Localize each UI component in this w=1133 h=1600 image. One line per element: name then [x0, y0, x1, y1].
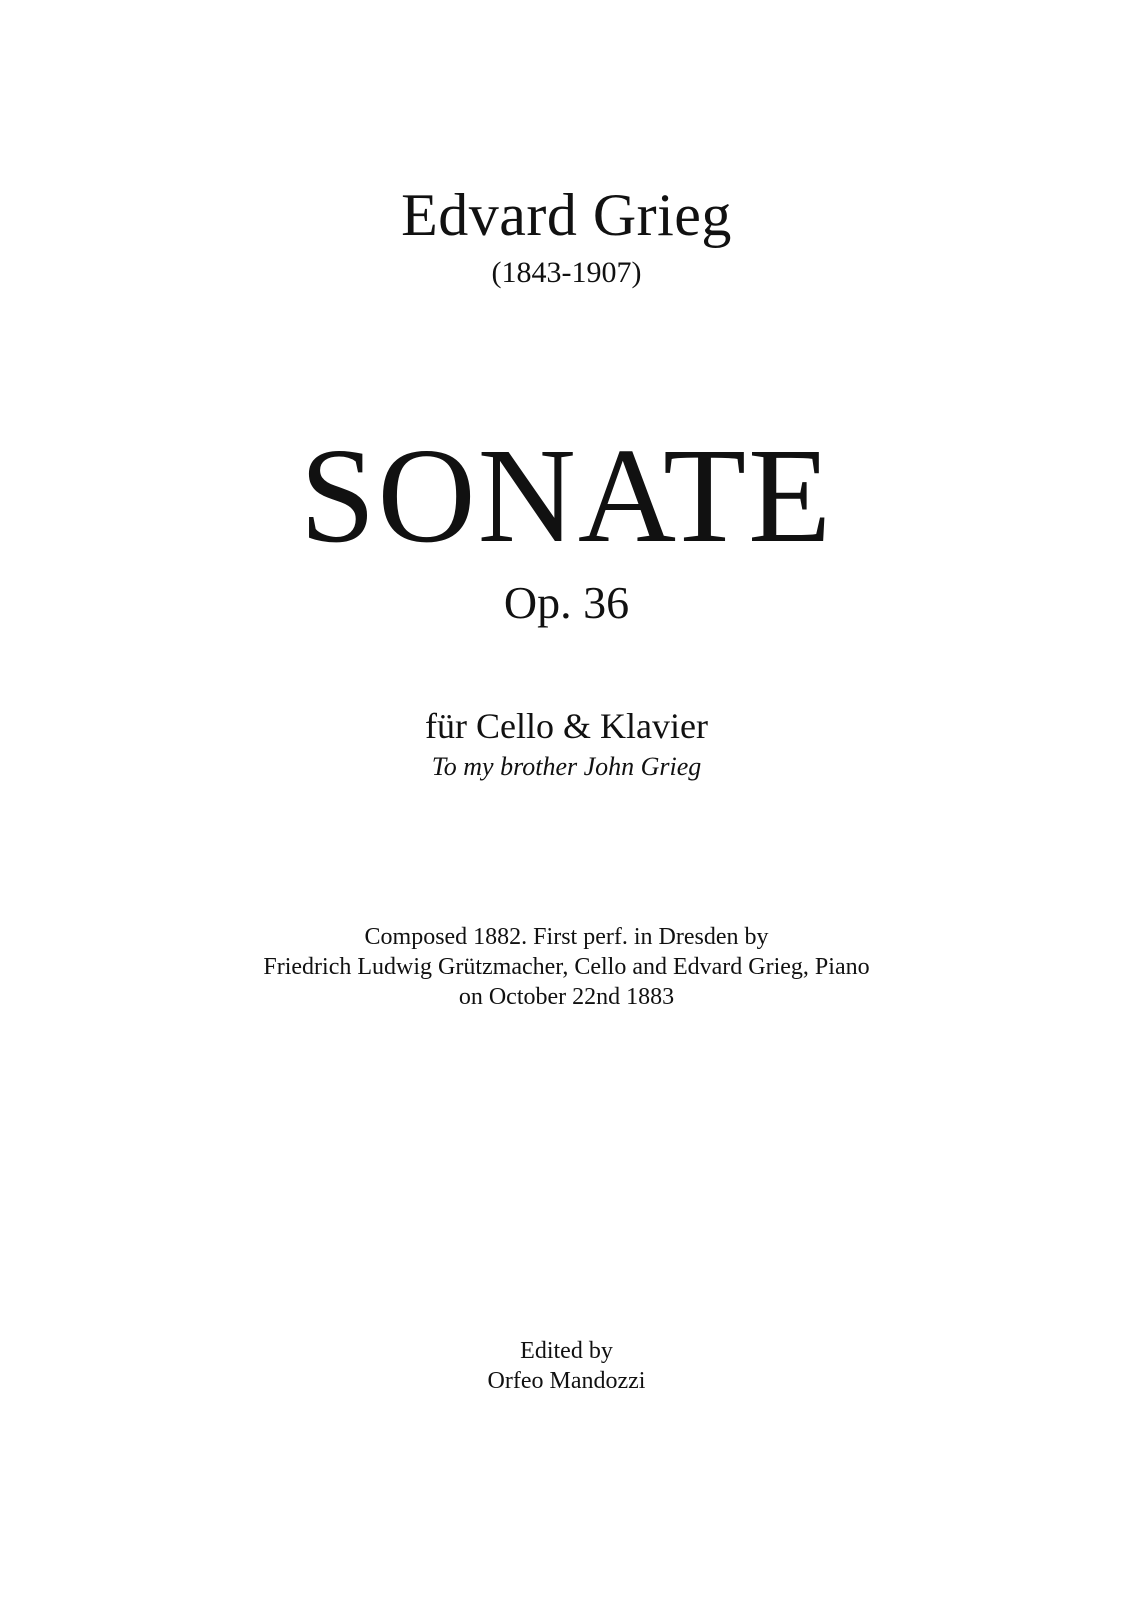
work-title: SONATE	[299, 421, 834, 571]
history-line: Friedrich Ludwig Grützmacher, Cello and Edvard Grieg, Piano	[263, 954, 870, 980]
opus-number: Op. 36	[503, 577, 630, 628]
instrumentation: für Cello & Klavier	[425, 706, 708, 746]
editor-name: Orfeo Mandozzi	[487, 1368, 646, 1394]
dedication: To my brother John Grieg	[431, 752, 702, 781]
history-line: on October 22nd 1883	[458, 984, 675, 1010]
composition-history	[0, 922, 1133, 1012]
editor-label: Edited by	[520, 1338, 613, 1364]
composer-name: Edvard Grieg	[401, 182, 732, 248]
editor-credit	[0, 1336, 1133, 1396]
history-line: Composed 1882. First perf. in Dresden by	[364, 924, 769, 950]
composer-dates: (1843-1907)	[491, 256, 642, 289]
